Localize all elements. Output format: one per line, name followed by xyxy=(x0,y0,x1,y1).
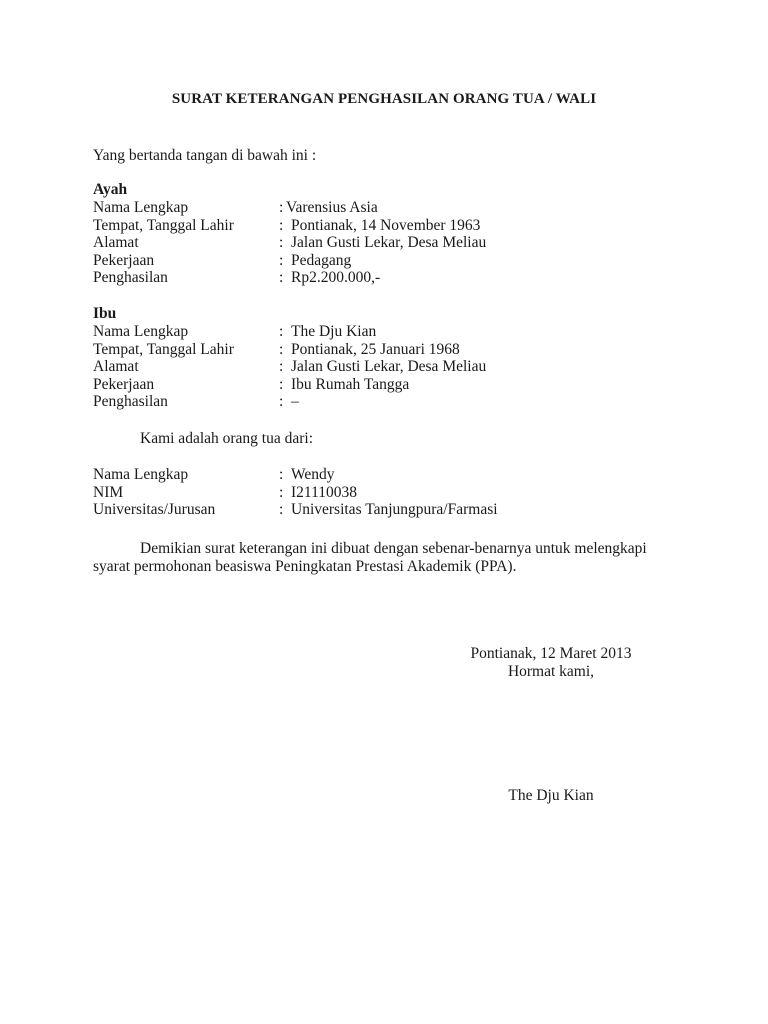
child-section xyxy=(93,466,653,519)
field-value: Jalan Gusti Lekar, Desa Meliau xyxy=(291,358,487,376)
child-row-university xyxy=(93,501,653,519)
mother-section xyxy=(93,305,653,411)
field-separator: : xyxy=(279,234,284,252)
signature-greeting: Hormat kami, xyxy=(507,663,595,680)
mother-row-income xyxy=(93,393,653,411)
field-label: Pekerjaan xyxy=(93,375,155,393)
mother-row-birth xyxy=(93,341,653,359)
field-separator: : xyxy=(279,501,284,519)
field-label: Penghasilan xyxy=(93,393,168,411)
father-row-address xyxy=(93,234,653,252)
intro-text: Yang bertanda tangan di bawah ini : xyxy=(93,147,317,164)
field-value: Ibu Rumah Tangga xyxy=(291,375,410,393)
signature-name: The Dju Kian xyxy=(508,787,594,804)
field-value: Varensius Asia xyxy=(286,199,378,216)
field-value: Jalan Gusti Lekar, Desa Meliau xyxy=(291,234,487,252)
field-label: NIM xyxy=(93,483,124,501)
field-label: Penghasilan xyxy=(93,269,168,287)
field-label: Universitas/Jurusan xyxy=(93,501,216,519)
field-separator: : xyxy=(279,375,284,393)
document-title: SURAT KETERANGAN PENGHASILAN ORANG TUA / WALI xyxy=(171,91,597,107)
field-separator: : xyxy=(279,393,284,411)
field-label: Nama Lengkap xyxy=(93,199,189,216)
field-label: Pekerjaan xyxy=(93,251,155,269)
child-row-name xyxy=(93,466,653,484)
field-separator: : xyxy=(279,323,284,340)
field-value: Universitas Tanjungpura/Farmasi xyxy=(291,501,498,519)
field-value: Pontianak, 14 November 1963 xyxy=(291,216,481,234)
closing-paragraph xyxy=(93,540,673,576)
field-value: – xyxy=(291,393,299,411)
field-separator: : xyxy=(279,251,284,269)
field-value: The Dju Kian xyxy=(291,323,377,340)
father-heading: Ayah xyxy=(93,181,128,198)
field-value: I21110038 xyxy=(291,483,358,501)
mother-row-occupation xyxy=(93,376,653,394)
child-row-nim xyxy=(93,484,653,502)
field-separator: : xyxy=(279,340,284,358)
field-separator: : xyxy=(279,358,284,376)
field-value: Pedagang xyxy=(291,251,352,269)
field-separator: : xyxy=(279,483,284,501)
field-value: Wendy xyxy=(291,466,335,483)
mother-row-address xyxy=(93,358,653,376)
mother-row-name xyxy=(93,323,653,341)
closing-line-1: Demikian surat keterangan ini dibuat dengan sebenar-benarnya untuk melengkapi xyxy=(140,540,647,557)
field-separator: : xyxy=(279,199,284,216)
mother-heading: Ibu xyxy=(93,305,117,322)
father-row-name xyxy=(93,199,653,217)
father-row-income xyxy=(93,269,653,287)
field-value: Pontianak, 25 Januari 1968 xyxy=(291,340,460,358)
field-label: Nama Lengkap xyxy=(93,323,189,340)
field-separator: : xyxy=(279,216,284,234)
father-section xyxy=(93,181,653,287)
field-label: Tempat, Tanggal Lahir xyxy=(93,216,234,234)
field-separator: : xyxy=(279,269,284,287)
father-row-birth xyxy=(93,217,653,235)
closing-line-2: syarat permohonan beasiswa Peningkatan Prestasi Akademik (PPA). xyxy=(93,558,517,575)
field-label: Tempat, Tanggal Lahir xyxy=(93,340,234,358)
field-separator: : xyxy=(279,466,284,483)
child-intro-text: Kami adalah orang tua dari: xyxy=(140,430,314,447)
field-value: Rp2.200.000,- xyxy=(291,269,381,287)
signature-place-date: Pontianak, 12 Maret 2013 xyxy=(470,645,632,662)
field-label: Alamat xyxy=(93,358,139,376)
field-label: Alamat xyxy=(93,234,139,252)
field-label: Nama Lengkap xyxy=(93,466,189,483)
father-row-occupation xyxy=(93,252,653,270)
